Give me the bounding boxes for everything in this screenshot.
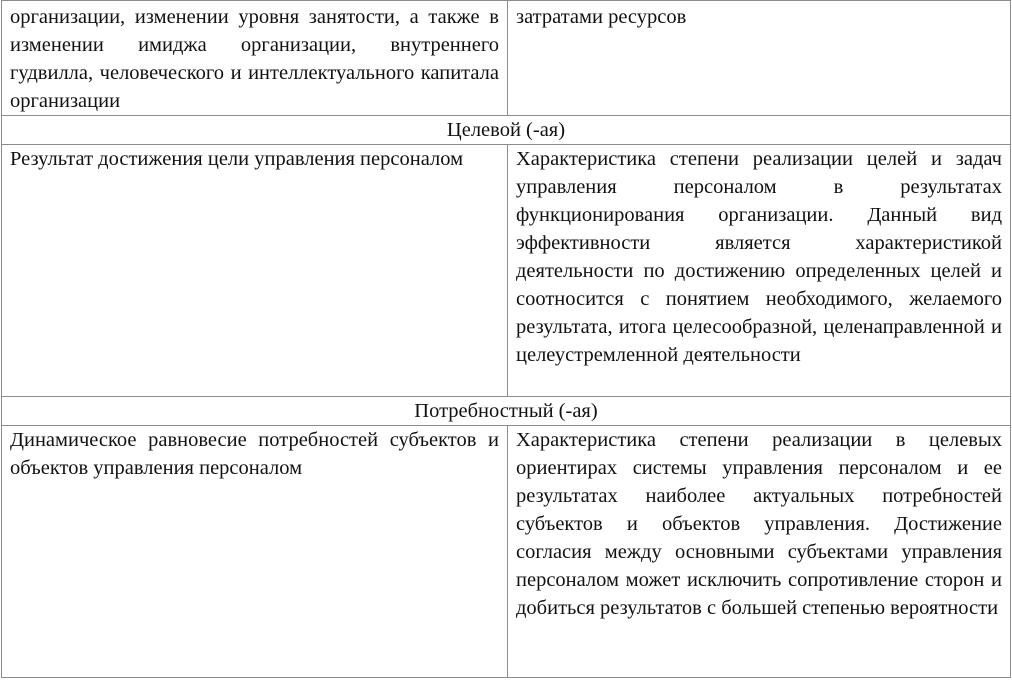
table-row — [2, 145, 1011, 397]
section-heading: Целевой (-ая) — [2, 116, 1011, 145]
table-cell-characteristic: затратами ресурсов — [508, 1, 1011, 116]
table-cell-definition: Результат достижения цели управления персоналом — [2, 145, 508, 397]
table-cell-definition: Динамическое равновесие потребностей субъектов и объектов управления персоналом — [2, 426, 508, 678]
efficiency-types-table — [1, 0, 1011, 678]
table-cell-characteristic: Характеристика степени реализации целей и задач управления персоналом в результатах функционирования организации. Данный вид эффективности является характеристикой деятельности по достижению определенных целей и соотносится с понятием необходимого, желаемого результата, итога целесообразной, целенаправленной и целеустремленной деятельности — [508, 145, 1011, 397]
section-heading-row — [2, 116, 1011, 145]
section-heading: Потребностный (-ая) — [2, 397, 1011, 426]
table-cell-definition: организации, изменении уровня занятости, а также в изменении имиджа организации, внутреннего гудвилла, человеческого и интеллектуального капитала организации — [2, 1, 508, 116]
table-cell-characteristic: Характеристика степени реализации в целевых ориентирах системы управления персоналом и ее результатах наиболее актуальных потребностей субъектов и объектов управления. Достижение согласия между основными субъектами управления персоналом может исключить сопротивление сторон и добиться результатов с большей степенью вероятности — [508, 426, 1011, 678]
table-row — [2, 1, 1011, 116]
table-row — [2, 426, 1011, 678]
section-heading-row — [2, 397, 1011, 426]
